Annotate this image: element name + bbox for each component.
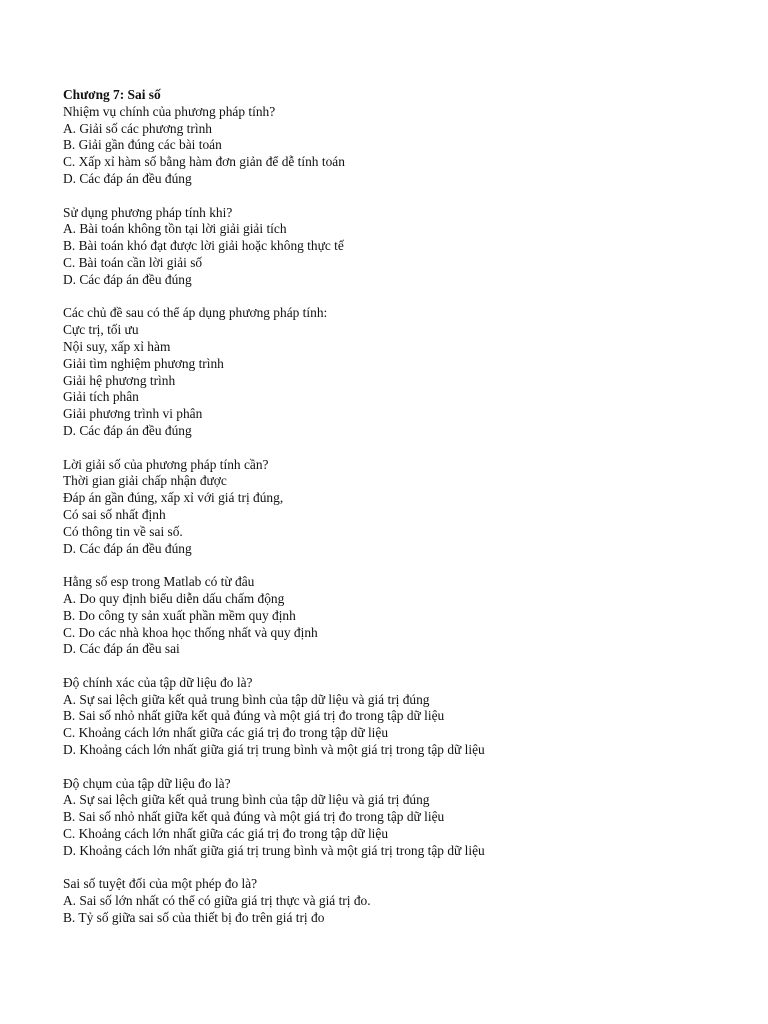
question-text: Sử dụng phương pháp tính khi? [63, 204, 233, 220]
answer-option: Có sai số nhất định [63, 506, 166, 522]
answer-option: Đáp án gần đúng, xấp xỉ với giá trị đúng, [63, 490, 284, 506]
question-text: Lời giải số của phương pháp tính cần? [63, 456, 269, 472]
answer-option: A. Bài toán không tồn tại lời giải giải tích [63, 221, 287, 237]
answer-option: Thời gian giải chấp nhận được [63, 473, 227, 489]
answer-option: Nội suy, xấp xỉ hàm [63, 338, 171, 354]
answer-option: B. Sai số nhỏ nhất giữa kết quả đúng và một giá trị đo trong tập dữ liệu [63, 708, 445, 724]
answer-option: C. Khoảng cách lớn nhất giữa các giá trị đo trong tập dữ liệu [63, 725, 389, 741]
answer-option: A. Sự sai lệch giữa kết quả trung bình của tập dữ liệu và giá trị đúng [63, 691, 430, 707]
answer-option: D. Các đáp án đều đúng [63, 271, 192, 287]
answer-option: D. Các đáp án đều đúng [63, 170, 192, 186]
answer-option: Giải tích phân [63, 389, 139, 405]
question-block [63, 574, 743, 658]
question-block [63, 205, 743, 289]
question-list [63, 104, 743, 927]
answer-option: Giải tìm nghiệm phương trình [63, 355, 224, 371]
question-text: Hằng số esp trong Matlab có từ đâu [63, 574, 255, 590]
question-block [63, 675, 743, 759]
question-block [63, 776, 743, 860]
question-text: Sai số tuyệt đối của một phép đo là? [63, 876, 258, 892]
question-text: Độ chính xác của tập dữ liệu đo là? [63, 674, 253, 690]
answer-option: B. Tỷ số giữa sai số của thiết bị đo trên giá trị đo [63, 910, 325, 926]
question-block [63, 104, 743, 188]
answer-option: D. Các đáp án đều sai [63, 641, 180, 657]
question-text: Nhiệm vụ chính của phương pháp tính? [63, 103, 276, 119]
answer-option: A. Giải số các phương trình [63, 120, 212, 136]
answer-option: D. Khoảng cách lớn nhất giữa giá trị trung bình và một giá trị trong tập dữ liệu [63, 842, 485, 858]
document-content [63, 87, 743, 944]
answer-option: C. Xấp xỉ hàm số bằng hàm đơn giản để dễ tính toán [63, 154, 345, 170]
answer-option: Cực trị, tối ưu [63, 322, 139, 338]
answer-option: A. Do quy định biểu diễn dấu chấm động [63, 590, 285, 606]
answer-option: Có thông tin về sai số. [63, 523, 183, 539]
question-block [63, 457, 743, 558]
question-text: Các chủ đề sau có thể áp dụng phương pháp tính: [63, 305, 328, 321]
answer-option: C. Do các nhà khoa học thống nhất và quy định [63, 624, 318, 640]
answer-option: B. Bài toán khó đạt được lời giải hoặc không thực tế [63, 238, 344, 254]
answer-option: D. Các đáp án đều đúng [63, 422, 192, 438]
answer-option: Giải phương trình vi phân [63, 406, 203, 422]
answer-option: B. Sai số nhỏ nhất giữa kết quả đúng và một giá trị đo trong tập dữ liệu [63, 809, 445, 825]
chapter-title: Chương 7: Sai số [63, 87, 161, 102]
answer-option: B. Do công ty sản xuất phần mềm quy định [63, 607, 296, 623]
answer-option: C. Khoảng cách lớn nhất giữa các giá trị đo trong tập dữ liệu [63, 826, 389, 842]
answer-option: A. Sự sai lệch giữa kết quả trung bình của tập dữ liệu và giá trị đúng [63, 792, 430, 808]
answer-option: D. Khoảng cách lớn nhất giữa giá trị trung bình và một giá trị trong tập dữ liệu [63, 742, 485, 758]
question-block [63, 305, 743, 439]
answer-option: A. Sai số lớn nhất có thể có giữa giá trị thực và giá trị đo. [63, 893, 371, 909]
answer-option: Giải hệ phương trình [63, 372, 176, 388]
answer-option: C. Bài toán cần lời giải số [63, 254, 203, 270]
answer-option: D. Các đáp án đều đúng [63, 540, 192, 556]
question-block [63, 876, 743, 926]
question-text: Độ chụm của tập dữ liệu đo là? [63, 775, 231, 791]
answer-option: B. Giải gần đúng các bài toán [63, 137, 222, 153]
